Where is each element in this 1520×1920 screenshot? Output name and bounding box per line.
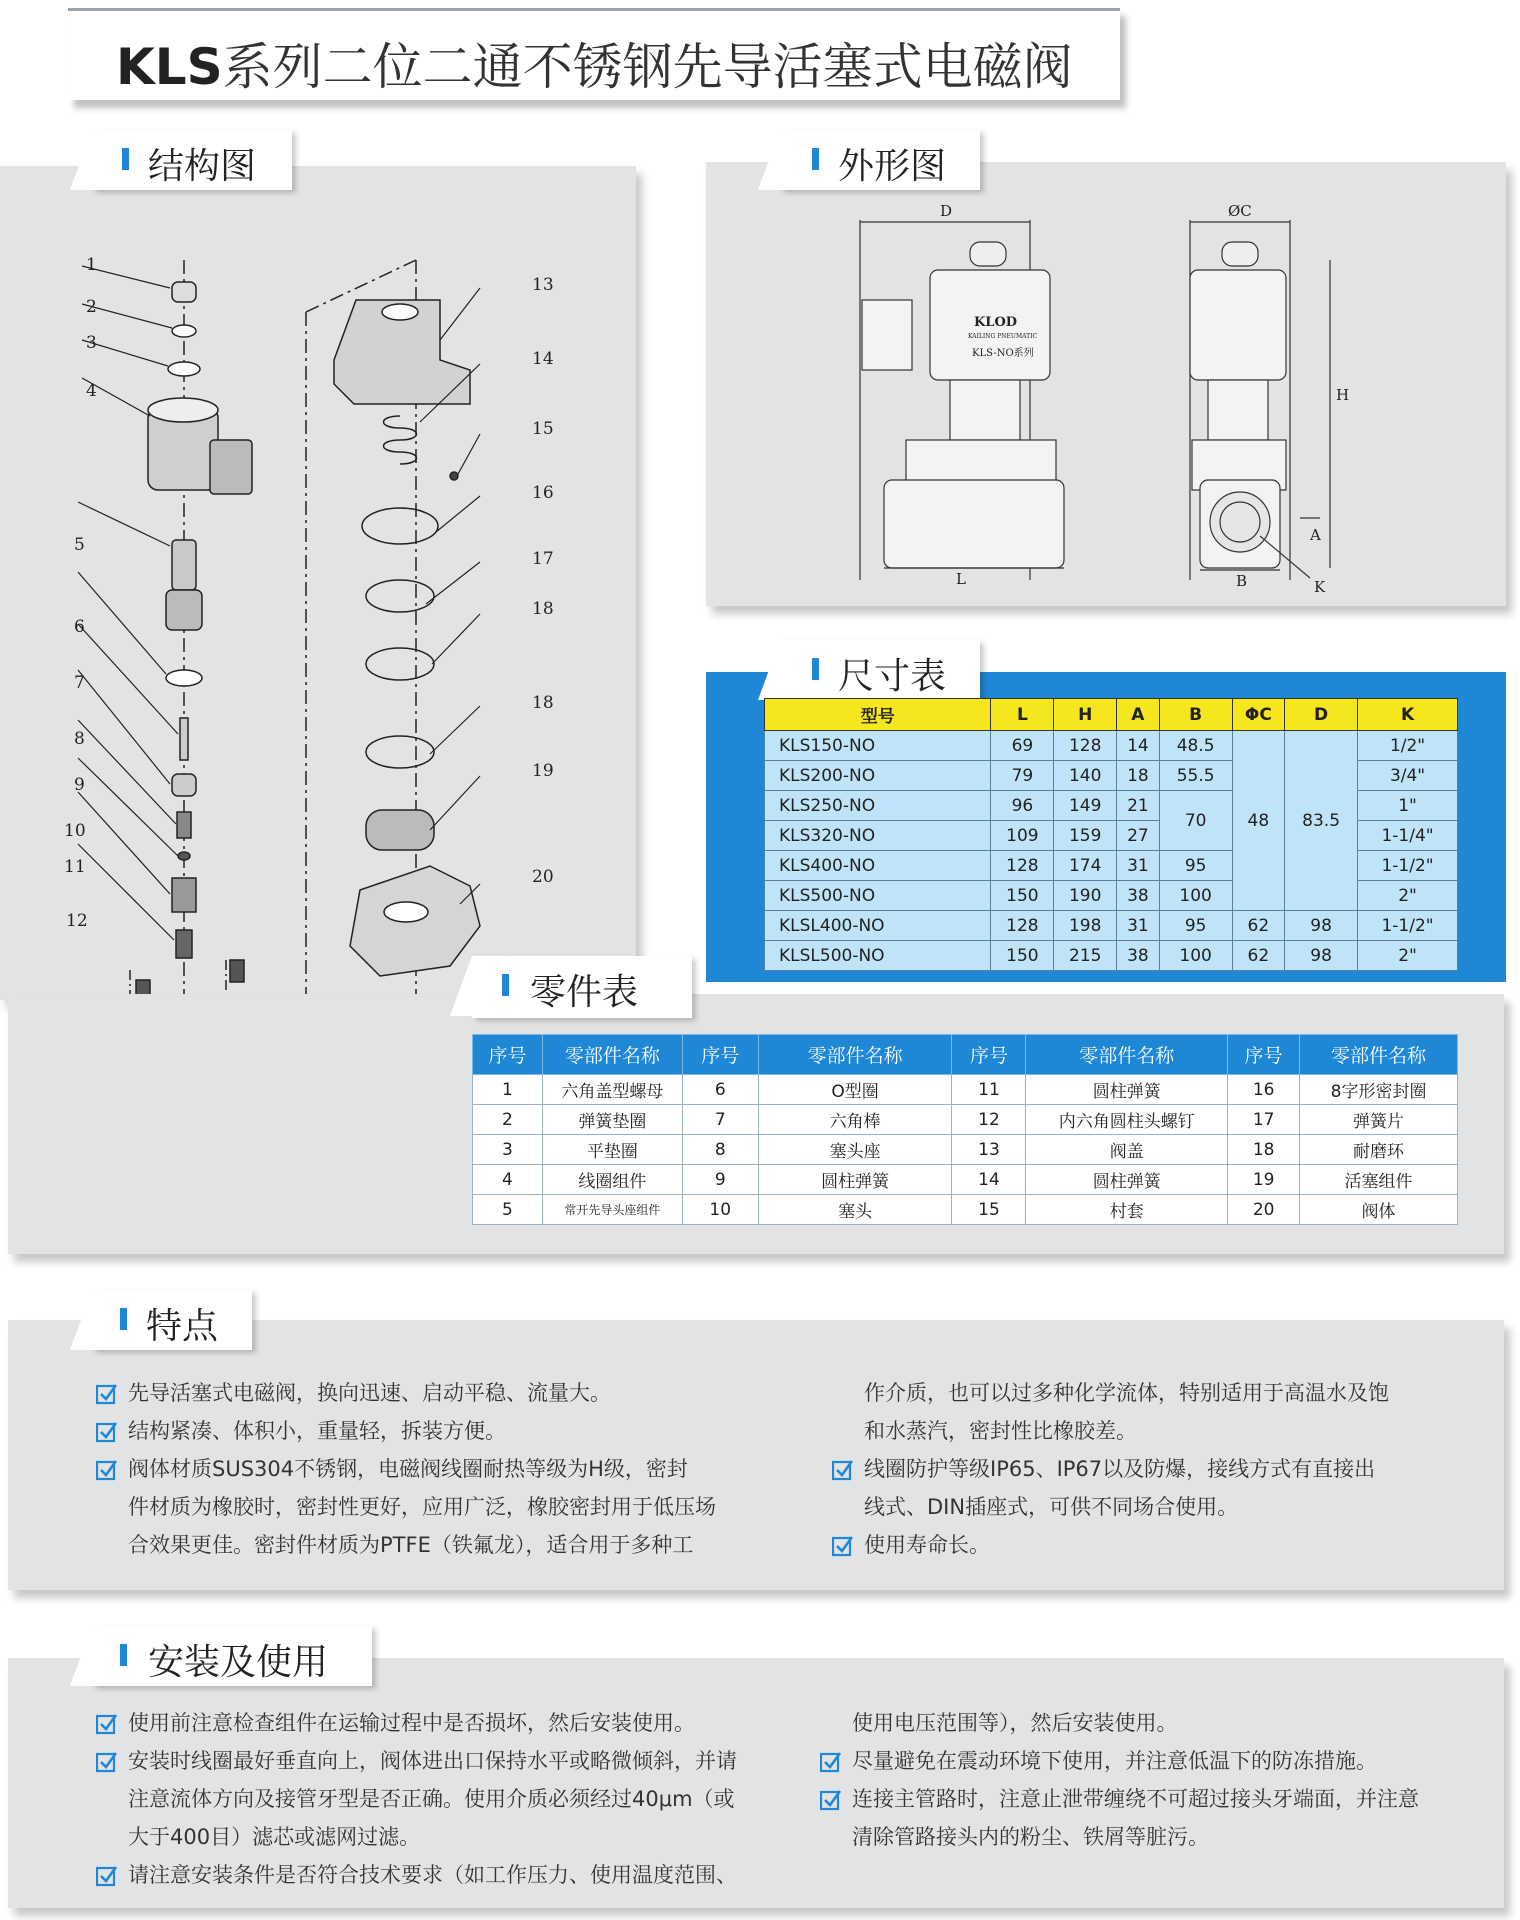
diagram-number: 10 — [64, 821, 86, 841]
table-row: 2 弹簧垫圈 7 六角棒 12 内六角圆柱头螺钉 17 弹簧片 — [473, 1105, 1458, 1135]
install-item-cont: 注意流体方向及接管牙型是否正确。使用介质必须经过40μm（或 — [128, 1787, 735, 1811]
table-row: KLS200-NO 79 140 18 55.5 3/4" — [765, 761, 1458, 791]
table-row: 4 线圈组件 9 圆柱弹簧 14 圆柱弹簧 19 活塞组件 — [473, 1165, 1458, 1195]
diagram-number: 18 — [532, 693, 554, 713]
feature-item: 线圈防护等级IP65、IP67以及防爆，接线方式有直接出 — [832, 1450, 1389, 1488]
title-banner — [68, 8, 1120, 100]
size-table — [764, 698, 1458, 971]
dim-l: L — [956, 570, 966, 588]
feature-item: 阀体材质SUS304不锈钢，电磁阀线圈耐热等级为H级，密封 — [96, 1450, 716, 1488]
part-hex-nut — [172, 282, 196, 302]
diagram-number: 6 — [74, 617, 85, 637]
install-item-cont: 大于400目）滤芯或滤网过滤。 — [128, 1825, 421, 1849]
diagram-number: 7 — [74, 673, 85, 693]
series-label: KLS-NO系列 — [972, 348, 1034, 359]
checkbox-icon — [96, 1383, 118, 1405]
dim-d: D — [940, 202, 953, 220]
diagram-number: 2 — [86, 297, 97, 317]
diagram-number: 3 — [86, 333, 97, 353]
feature-item-cont: 合效果更佳。密封件材质为PTFE（铁氟龙），适合用于多种工 — [128, 1533, 694, 1557]
table-header-row: 型号 L H A B ΦC D K — [765, 699, 1458, 731]
install-item: 尽量避免在震动环境下使用，并注意低温下的防冻措施。 — [820, 1742, 1419, 1780]
tab-size: 尺寸表 — [780, 640, 980, 700]
install-item-cont: 使用电压范围等），然后安装使用。 — [852, 1711, 1178, 1735]
checkbox-icon — [96, 1751, 118, 1773]
features-right — [832, 1374, 1389, 1564]
checkbox-icon — [820, 1751, 842, 1773]
tab-install: 安装及使用 — [92, 1626, 372, 1686]
brand-logo: KLOD — [974, 315, 1018, 330]
table-row: KLS250-NO 96 149 21 70 1" — [765, 791, 1458, 821]
checkbox-icon — [96, 1421, 118, 1443]
dim-k: K — [1314, 578, 1326, 596]
install-item: 安装时线圈最好垂直向上，阀体进出口保持水平或略微倾斜，并请 — [96, 1742, 737, 1780]
table-row: 5 常开先导头座组件 10 塞头 15 村套 20 阀体 — [473, 1195, 1458, 1225]
table-row: KLS500-NO 150 190 38 100 2" — [765, 881, 1458, 911]
page-title: KLS系列二位二通不锈钢先导活塞式电磁阀 — [116, 38, 1073, 96]
diagram-number: 18 — [532, 599, 554, 619]
feature-item-cont: 作介质，也可以过多种化学流体，特别适用于高温水及饱 — [864, 1381, 1389, 1405]
checkbox-icon — [832, 1535, 854, 1557]
table-row: KLS400-NO 128 174 31 95 1-1/2" — [765, 851, 1458, 881]
dim-a: A — [1310, 526, 1321, 544]
table-row: KLS320-NO 109 159 27 1-1/4" — [765, 821, 1458, 851]
feature-item-cont: 和水蒸汽，密封性比橡胶差。 — [864, 1419, 1137, 1443]
install-item: 连接主管路时，注意止泄带缠绕不可超过接头牙端面，并注意 — [820, 1780, 1419, 1818]
dim-h: H — [1336, 386, 1350, 404]
diagram-number: 8 — [74, 729, 85, 749]
install-item: 请注意安装条件是否符合技术要求（如工作压力、使用温度范围、 — [96, 1856, 737, 1894]
diagram-number: 9 — [74, 775, 85, 795]
outline-drawing — [840, 200, 1360, 600]
tab-outline: 外形图 — [780, 130, 980, 190]
brand-sub: KAILING PNEUMATIC — [968, 333, 1038, 340]
table-row: KLSL500-NO 150 215 38 100 62 98 2" — [765, 941, 1458, 971]
tab-features: 特点 — [92, 1290, 252, 1350]
exploded-diagram — [60, 240, 580, 1060]
feature-item-cont: 件材质为橡胶时，密封性更好，应用广泛，橡胶密封用于低压场 — [128, 1495, 716, 1519]
diagram-number: 14 — [532, 349, 554, 369]
install-item-cont: 清除管路接头内的粉尘、铁屑等脏污。 — [852, 1825, 1209, 1849]
diagram-number: 17 — [532, 549, 554, 569]
diagram-number: 16 — [532, 483, 554, 503]
install-item: 使用前注意检查组件在运输过程中是否损坏，然后安装使用。 — [96, 1704, 737, 1742]
table-row: KLS150-NO 69 128 14 48.5 48 83.5 1/2" — [765, 731, 1458, 761]
diagram-number: 12 — [66, 911, 88, 931]
diagram-number: 15 — [532, 419, 554, 439]
feature-item-cont: 线式、DIN插座式，可供不同场合使用。 — [864, 1495, 1239, 1519]
dim-c: ØC — [1228, 202, 1252, 220]
table-header-row: 序号 零部件名称 序号 零部件名称 序号 零部件名称 序号 零部件名称 — [473, 1035, 1458, 1075]
diagram-number: 1 — [86, 255, 97, 275]
dim-b: B — [1236, 572, 1248, 590]
feature-item: 先导活塞式电磁阀，换向迅速、启动平稳、流量大。 — [96, 1374, 716, 1412]
tab-parts: 零件表 — [472, 956, 692, 1018]
table-row: 3 平垫圈 8 塞头座 13 阀盖 18 耐磨环 — [473, 1135, 1458, 1165]
diagram-number: 13 — [532, 275, 554, 295]
diagram-number: 11 — [64, 857, 86, 877]
diagram-number: 19 — [532, 761, 554, 781]
features-left — [96, 1374, 716, 1564]
feature-item: 使用寿命长。 — [832, 1526, 1389, 1564]
checkbox-icon — [96, 1865, 118, 1887]
checkbox-icon — [96, 1459, 118, 1481]
table-row: 1 六角盖型螺母 6 O型圈 11 圆柱弹簧 16 8字形密封圈 — [473, 1075, 1458, 1105]
install-right — [820, 1704, 1419, 1856]
checkbox-icon — [96, 1713, 118, 1735]
checkbox-icon — [820, 1789, 842, 1811]
checkbox-icon — [832, 1459, 854, 1481]
diagram-number: 5 — [74, 535, 85, 555]
table-row: KLSL400-NO 128 198 31 95 62 98 1-1/2" — [765, 911, 1458, 941]
tab-structure: 结构图 — [92, 130, 292, 190]
install-left — [96, 1704, 737, 1894]
diagram-number: 20 — [532, 867, 554, 887]
diagram-number: 4 — [86, 381, 97, 401]
parts-table — [472, 1034, 1458, 1225]
feature-item: 结构紧凑、体积小，重量轻，拆装方便。 — [96, 1412, 716, 1450]
